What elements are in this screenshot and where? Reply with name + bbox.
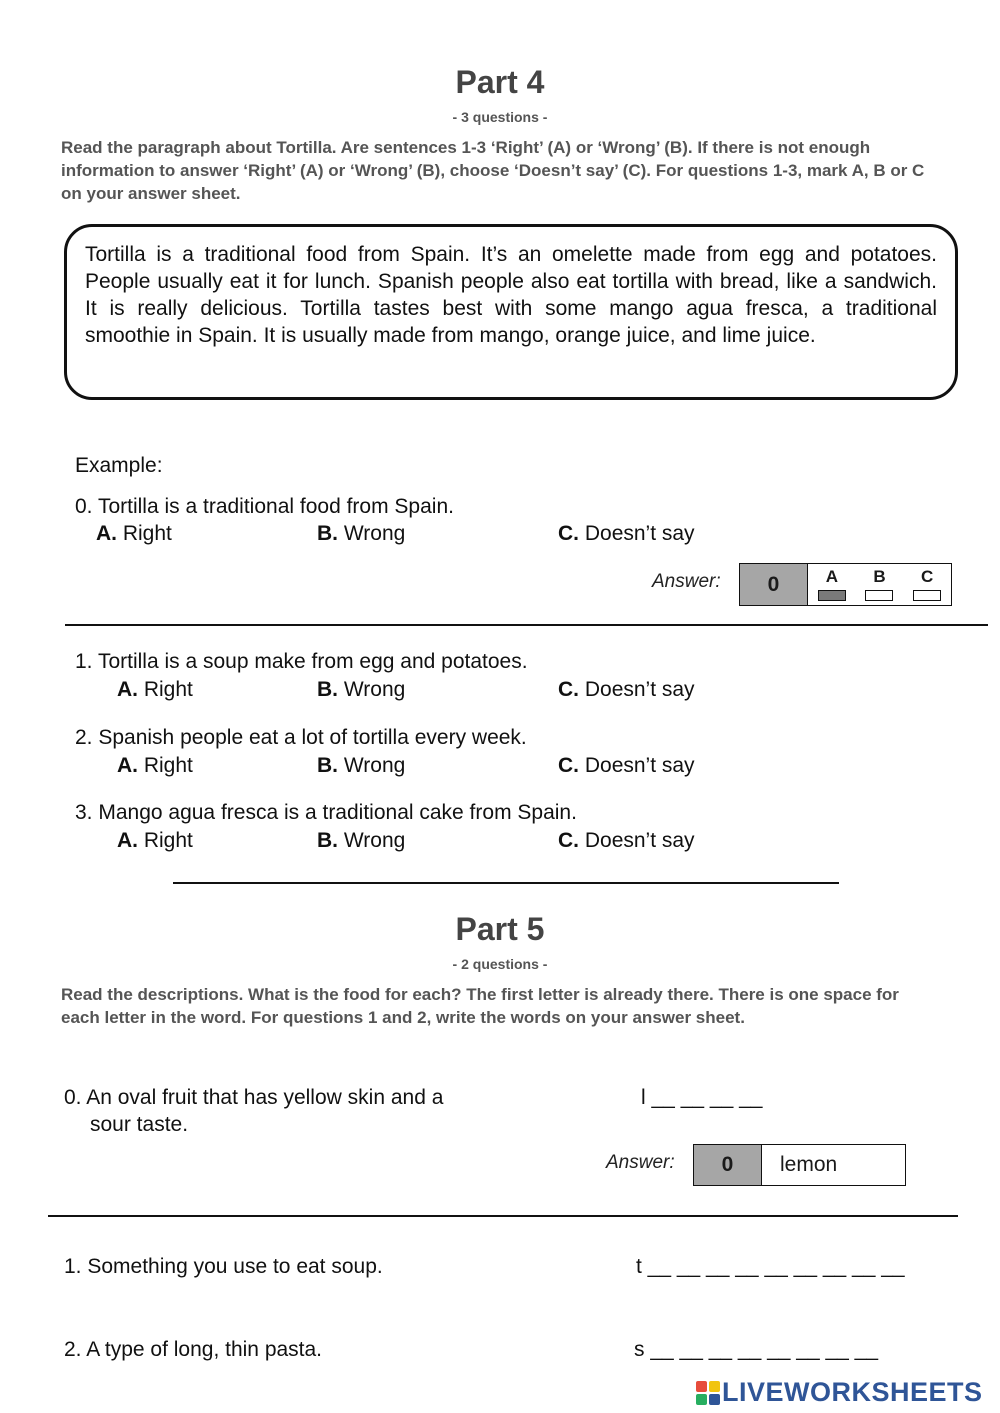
part5-answer-box bbox=[693, 1144, 906, 1186]
q2-option-c[interactable]: C. Doesn’t say bbox=[558, 754, 695, 777]
reading-passage bbox=[64, 224, 958, 400]
part5-answer-number: 0 bbox=[694, 1145, 762, 1185]
divider bbox=[65, 624, 988, 626]
example-answer-number: 0 bbox=[740, 564, 808, 605]
bubble-c: C bbox=[913, 568, 941, 601]
part4-title: Part 4 bbox=[455, 64, 545, 100]
example-answer-box bbox=[739, 563, 952, 606]
bubble-c-empty bbox=[913, 590, 941, 601]
q1-option-b[interactable]: B. Wrong bbox=[317, 678, 406, 701]
logo-square-blue bbox=[709, 1394, 720, 1405]
part5-question-2: 2. A type of long, thin pasta. bbox=[64, 1338, 323, 1361]
part5-question-1: 1. Something you use to eat soup. bbox=[64, 1255, 383, 1278]
bubble-b: B bbox=[865, 568, 893, 601]
part4-instructions: Read the paragraph about Tortilla. Are sentences 1-3 ‘Right’ (A) or ‘Wrong’ (B). If there is not enough information to answer ‘Right’ (A) or ‘Wrong’ (B), choose ‘Doesn’t say’ (C). For questions 1-3, mark A, B or C on your answer sheet. bbox=[61, 138, 925, 203]
example-option-b: B. Wrong bbox=[317, 522, 406, 545]
part5-q1-blank[interactable]: t __ __ __ __ __ __ __ __ __ bbox=[636, 1255, 905, 1278]
bubble-a: A bbox=[818, 568, 846, 601]
question-3: 3. Mango agua fresca is a traditional cake from Spain. bbox=[75, 801, 577, 824]
logo-icon bbox=[696, 1381, 720, 1405]
part5-example-line2: sour taste. bbox=[90, 1113, 189, 1136]
part5-answer-label: Answer: bbox=[606, 1152, 675, 1173]
part5-title: Part 5 bbox=[455, 911, 545, 947]
question-1: 1. Tortilla is a soup make from egg and potatoes. bbox=[75, 650, 528, 673]
part5-q2-blank[interactable]: s __ __ __ __ __ __ __ __ bbox=[634, 1338, 879, 1361]
example-question: 0. Tortilla is a traditional food from Spain. bbox=[75, 495, 454, 518]
bubble-a-filled bbox=[818, 590, 846, 601]
part5-example-line1: 0. An oval fruit that has yellow skin and a bbox=[64, 1086, 444, 1109]
bubble-b-empty bbox=[865, 590, 893, 601]
example-option-a: A. Right bbox=[96, 522, 172, 545]
logo-square-yellow bbox=[709, 1381, 720, 1392]
q3-option-b[interactable]: B. Wrong bbox=[317, 829, 406, 852]
q3-option-a[interactable]: A. Right bbox=[117, 829, 193, 852]
part4-subtitle: - 3 questions - bbox=[452, 109, 548, 125]
section-divider bbox=[173, 882, 839, 884]
passage-text: Tortilla is a traditional food from Spain. It’s an omelette made from egg and potatoes. People usually eat it for lunch. Spanish people also eat tortilla with bread, like a sandwich. It is really delicious. Tortilla tastes best with some mango agua fresca, a traditional smoothie in Spain. It is usually made from mango, orange juice, and lime juice. bbox=[85, 243, 937, 347]
question-2: 2. Spanish people eat a lot of tortilla every week. bbox=[75, 726, 527, 749]
part5-answer-word: lemon bbox=[780, 1153, 838, 1176]
example-answer-bubbles bbox=[808, 564, 951, 605]
part5-instructions: Read the descriptions. What is the food for each? The first letter is already there. There is one space for each letter in the word. For questions 1 and 2, write the words on your answer sheet. bbox=[61, 985, 899, 1027]
example-label: Example: bbox=[75, 454, 163, 477]
logo-square-red bbox=[696, 1381, 707, 1392]
logo-text: LIVEWORKSHEETS bbox=[722, 1377, 983, 1407]
q2-option-b[interactable]: B. Wrong bbox=[317, 754, 406, 777]
example-option-c: C. Doesn’t say bbox=[558, 522, 695, 545]
liveworksheets-logo bbox=[696, 1377, 983, 1408]
logo-square-green bbox=[696, 1394, 707, 1405]
q2-option-a[interactable]: A. Right bbox=[117, 754, 193, 777]
example-answer-label: Answer: bbox=[652, 571, 721, 592]
q3-option-c[interactable]: C. Doesn’t say bbox=[558, 829, 695, 852]
q1-option-a[interactable]: A. Right bbox=[117, 678, 193, 701]
part5-divider bbox=[48, 1215, 958, 1217]
part5-example-blank: l __ __ __ __ bbox=[641, 1086, 763, 1109]
part5-subtitle: - 2 questions - bbox=[452, 956, 548, 972]
q1-option-c[interactable]: C. Doesn’t say bbox=[558, 678, 695, 701]
